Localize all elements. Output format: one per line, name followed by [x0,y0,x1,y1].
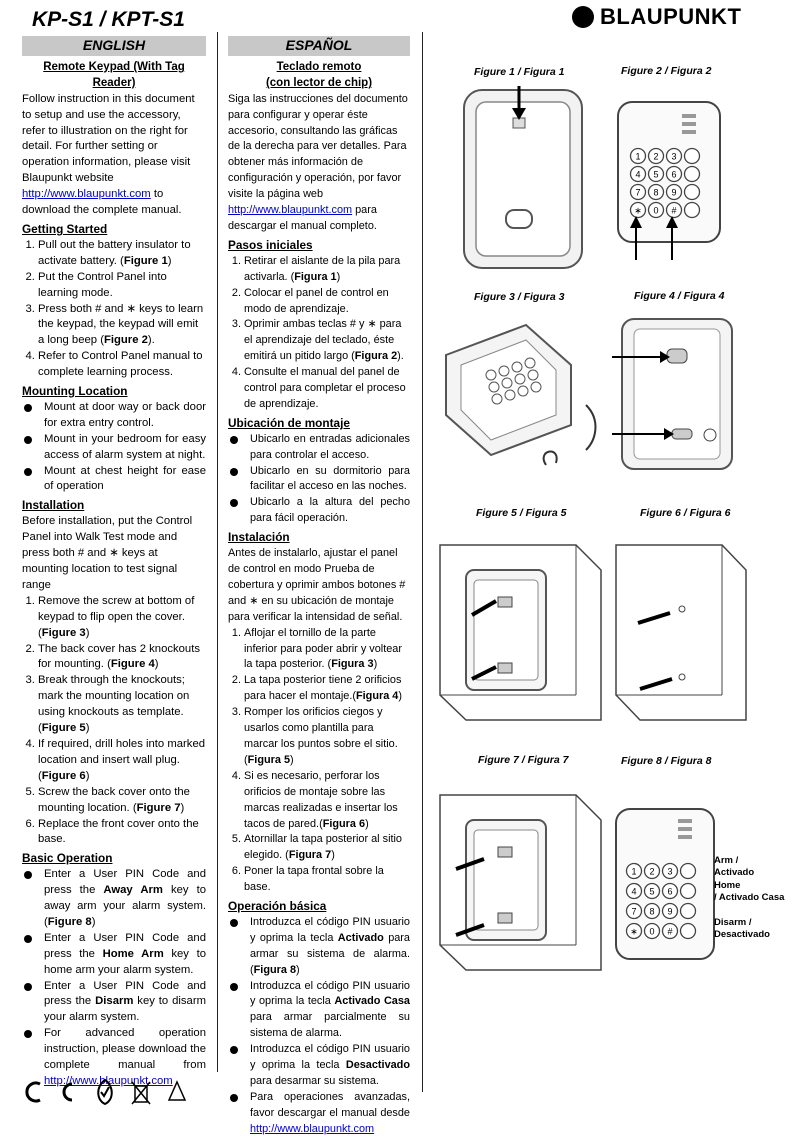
installation-intro: Before installation, put the Control Panel into Walk Test mode and press both # and ∗ keys at mounting location to test signal range [22,515,193,591]
website-link[interactable]: http://www.blaupunkt.com [44,1075,173,1087]
heading-installation: Installation [22,498,85,513]
brand-name: BLAUPUNKT [600,4,742,29]
list-item: Introduzca el código PIN usuario y oprima la tecla Desactivado para desarmar su sistema. [228,1042,410,1090]
function-key [681,884,696,899]
operacion-list [228,915,410,1138]
figure-8-illustration [612,805,717,965]
website-link[interactable]: http://www.blaupunkt.com [250,1122,375,1135]
figure-7-caption: Figure 7 / Figura 7 [478,754,569,766]
keypad-key-label: 5 [653,169,659,180]
keypad-key-label: 5 [649,886,655,897]
list-item: 4. Consulte el manual del panel de control para completar el proceso de aprendizaje. [244,365,410,413]
list-item: Para operaciones avanzadas, favor descargar el manual desde http://www.blaupunkt.com [228,1090,410,1138]
heading-instalacion: Instalación [228,530,290,545]
list-item: 2. The back cover has 2 knockouts for mounting. (Figure 4) [38,642,206,674]
keypad-key-label: 3 [667,866,673,877]
list-item: 3. Oprimir ambas teclas # y ∗ para el aprendizaje del teclado, éste emitirá un pitido largo (Figura 2). [244,317,410,365]
figure-7-illustration [436,775,606,975]
heading-operacion-basica: Operación básica [228,899,327,914]
installation-list [22,594,206,849]
label-arm: Arm / Activado [714,855,755,878]
keypad-key-label: 1 [631,866,637,877]
heading-getting-started: Getting Started [22,221,108,236]
brand-logo [572,4,741,30]
figure-5-illustration [436,525,606,725]
list-item: Mount in your bedroom for easy access of alarm system at night. [22,432,206,464]
list-item: Introduzca el código PIN usuario y oprima la tecla Activado para armar su sistema de alarma. (Figura 8) [228,915,410,979]
list-item: Enter a User PIN Code and press the Home Arm key to home arm your alarm system. [22,931,206,979]
list-item: 3. Press both # and ∗ keys to learn the keypad, the keypad will emit a long beep (Figure 2). [38,302,206,350]
list-item: Ubicarlo en su dormitorio para facilitar el acceso en las noches. [228,464,410,496]
list-item: 6. Replace the front cover onto the base. [38,817,206,849]
website-link[interactable]: http://www.blaupunkt.com [228,204,353,217]
certification-marks [22,1078,188,1106]
lang-header-english: ENGLISH [22,36,206,56]
recycle-icon [166,1078,188,1106]
list-item: 2. La tapa posterior tiene 2 orificios para hacer el montaje.(Figura 4) [244,673,410,705]
figure-6-illustration [612,525,752,725]
keypad-key-label: 1 [635,151,641,162]
label-disarm: Disarm / Desactivado [714,917,770,940]
instalacion-intro: Antes de instalarlo, ajustar el panel de control en modo Prueba de cobertura y oprimir ambos botones # and ∗ en su ubicación de montaje para verificar la intensidad de señal. [228,547,406,623]
list-item: 4. Refer to Control Panel manual to complete learning process. [38,349,206,381]
figure-3-illustration [436,305,606,485]
list-item: For advanced operation instruction, please download the complete manual from http://www.blaupunkt.com [22,1026,206,1090]
keypad-key-label: 6 [671,169,677,180]
basic-operation-list [22,867,206,1090]
keypad-key-label: 4 [635,169,641,180]
list-item: 1. Retirar el aislante de la pila para activarla. (Figura 1) [244,254,410,286]
keypad-key-label: ∗ [634,205,642,216]
keypad-key-label: 0 [649,926,655,937]
keypad-key-label: 3 [671,151,677,162]
instalacion-list [228,626,410,896]
function-key [685,185,700,200]
function-key [685,203,700,218]
function-key [681,904,696,919]
figure-2-caption: Figure 2 / Figura 2 [621,65,712,77]
keypad-key-label: 6 [667,886,673,897]
list-item: 2. Put the Control Panel into learning mode. [38,270,206,302]
heading-ubicacion: Ubicación de montaje [228,415,350,430]
keypad-key-label: 4 [631,886,637,897]
list-item: Mount at chest height for ease of operation [22,464,206,496]
spanish-column [228,32,410,1138]
keypad-key-label: 9 [667,906,673,917]
column-divider-2 [422,32,423,1092]
list-item: 5. Screw the back cover onto the mounting location. (Figure 7) [38,785,206,817]
lang-header-spanish: ESPAÑOL [228,36,410,56]
rcm-icon [94,1078,116,1106]
list-item: 3. Break through the knockouts; mark the mounting location on using knockouts as template. (Figure 5) [38,673,206,737]
keypad-key-label: 7 [635,187,641,198]
figure-4-caption: Figure 4 / Figura 4 [634,290,725,302]
column-divider-1 [217,32,218,1072]
list-item: Mount at door way or back door for extra entry control. [22,400,206,432]
model-title: KP-S1 / KPT-S1 [32,8,185,31]
function-key [685,149,700,164]
keypad-key-label: 8 [649,906,655,917]
list-item: 6. Poner la tapa frontal sobre la base. [244,864,410,896]
getting-started-list [22,238,206,381]
label-home: Home / Activado Casa [714,880,785,903]
function-key [681,864,696,879]
list-item: Ubicarlo a la altura del pecho para fácil operación. [228,495,410,527]
intro-spanish: Siga las instrucciones del documento para configurar y operar éste accesorio, consultando las gráficas de la derecha para ver detalles. Para obtener más información de configuración y operación, por favor visite la página web http://www.blaupunkt.com para descargar el manual completo. [228,92,408,232]
intro-english: Follow instruction in this document to setup and use the accessory, refer to illustration on the right for detail. For further setting or operation information, please visit Blaupunkt website http://www.blaupunkt.com to download the complete manual. [22,92,195,217]
english-column [22,32,206,1090]
list-item: Enter a User PIN Code and press the Disarm key to disarm your alarm system. [22,979,206,1027]
keypad-key-label: 9 [671,187,677,198]
list-item: 1. Remove the screw at bottom of keypad to flip open the cover. (Figure 3) [38,594,206,642]
keypad-key-label: 8 [653,187,659,198]
heading-mounting-location: Mounting Location [22,384,128,399]
subtitle-spanish-2: (con lector de chip) [265,76,373,89]
list-item: 5. Atornillar la tapa posterior al sitio elegido. (Figura 7) [244,832,410,864]
heading-pasos-iniciales: Pasos iniciales [228,237,313,252]
ce-mark-icon [58,1078,80,1106]
keypad-key-label: 0 [653,205,659,216]
c-tick-icon [22,1078,44,1106]
figure-4-illustration [612,315,742,475]
mounting-location-list [22,400,206,495]
figure-1-illustration [458,80,588,275]
subtitle-english: Remote Keypad (With Tag Reader) [43,60,185,89]
list-item: Ubicarlo en entradas adicionales para controlar el acceso. [228,432,410,464]
function-key [685,167,700,182]
function-key [681,924,696,939]
figure-2-illustration [614,98,724,263]
logo-dot-icon [572,6,594,28]
figure-3-caption: Figure 3 / Figura 3 [474,291,565,303]
figure-5-caption: Figure 5 / Figura 5 [476,507,567,519]
heading-basic-operation: Basic Operation [22,851,113,866]
list-item: Enter a User PIN Code and press the Away Arm key to away arm your alarm system. (Figure 8) [22,867,206,931]
list-item: 1. Aflojar el tornillo de la parte inferior para poder abrir y voltear la tapa posterior. (Figura 3) [244,626,410,674]
keypad-key-label: # [671,205,677,216]
website-link[interactable]: http://www.blaupunkt.com [22,188,151,201]
list-item: 4. Si es necesario, perforar los orificios de montaje sobre las marcas realizadas e insertar los tacos de pared.(Figura 6) [244,769,410,833]
weee-bin-icon [130,1078,152,1106]
keypad-key-label: ∗ [630,926,638,937]
keypad-key-label: 2 [653,151,659,162]
list-item: 3. Romper los orificios ciegos y usarlos como plantilla para marcar los puntos sobre el sitio. (Figura 5) [244,705,410,769]
figure-1-caption: Figure 1 / Figura 1 [474,66,565,78]
ubicacion-list [228,432,410,527]
subtitle-spanish: Teclado remoto [276,60,362,73]
list-item: 2. Colocar el panel de control en modo de aprendizaje. [244,286,410,318]
list-item: 4. If required, drill holes into marked location and insert wall plug. (Figure 6) [38,737,206,785]
keypad-key-label: # [667,926,673,937]
keypad-key-label: 2 [649,866,655,877]
list-item: 1. Pull out the battery insulator to activate battery. (Figure 1) [38,238,206,270]
figure-8-caption: Figure 8 / Figura 8 [621,755,712,767]
figure-6-caption: Figure 6 / Figura 6 [640,507,731,519]
list-item: Introduzca el código PIN usuario y oprima la tecla Activado Casa para armar parcialmente su sistema de alarma. [228,979,410,1043]
pasos-list [228,254,410,413]
keypad-key-label: 7 [631,906,637,917]
